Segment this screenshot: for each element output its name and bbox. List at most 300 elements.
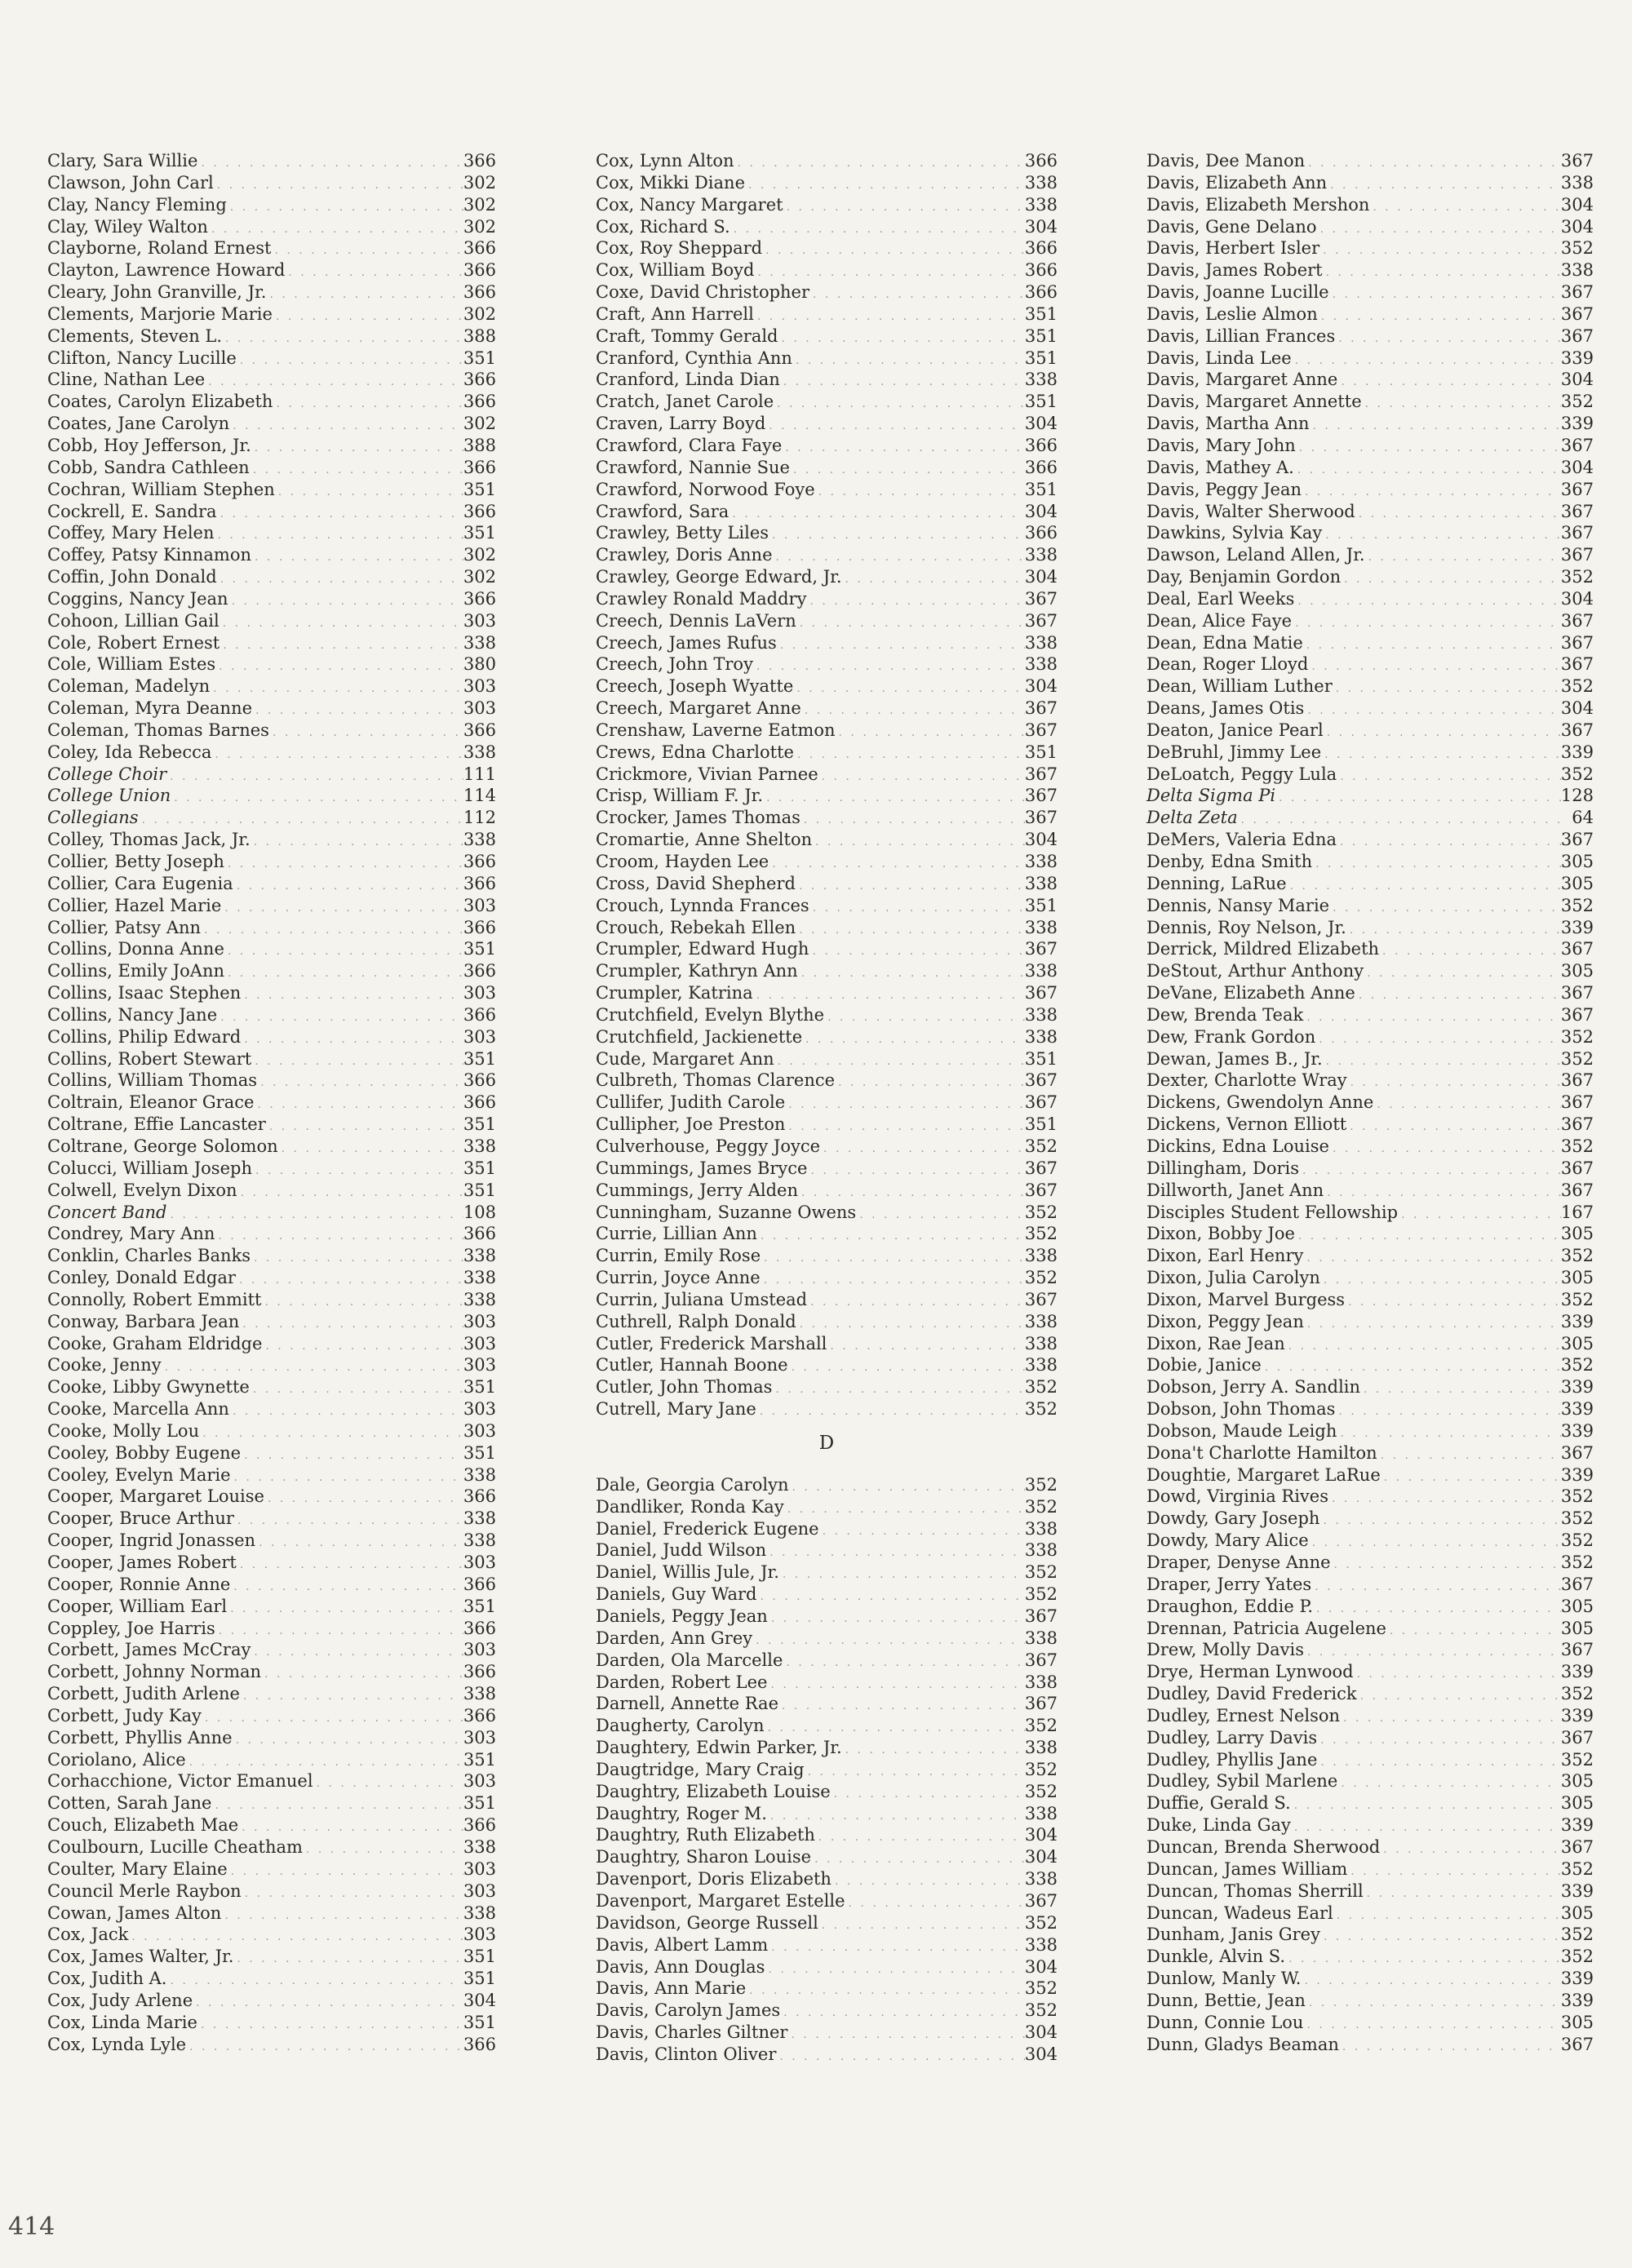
- entry-name: Daughtry, Roger M.: [596, 1803, 767, 1823]
- index-entry: [47, 938, 496, 960]
- entry-page-number: 305: [1560, 1224, 1594, 1244]
- entry-page-number: 367: [1024, 1606, 1058, 1626]
- entry-name: Cummings, Jerry Alden: [596, 1180, 798, 1200]
- entry-name: Dowdy, Mary Alice: [1146, 1530, 1309, 1551]
- index-entry: [47, 1180, 496, 1202]
- index-entry: [596, 150, 1058, 172]
- entry-page-number: 338: [463, 1903, 496, 1923]
- entry-name: Coltrane, George Solomon: [47, 1136, 278, 1156]
- index-entry: [47, 1596, 496, 1618]
- index-entry: [1146, 1814, 1594, 1836]
- entry-name: Dixon, Julia Carolyn: [1146, 1268, 1320, 1288]
- entry-name: Collins, Emily JoAnn: [47, 961, 225, 981]
- entry-name: Cole, William Estes: [47, 654, 216, 675]
- leader-dots: [250, 459, 463, 481]
- entry-name: Dunn, Connie Lou: [1146, 2012, 1304, 2032]
- entry-name: Croom, Hayden Lee: [596, 852, 769, 871]
- entry-page-number: 338: [463, 1136, 496, 1156]
- entry-name: Davenport, Margaret Estelle: [596, 1890, 845, 1911]
- entry-name: Davis, Ann Douglas: [596, 1956, 765, 1977]
- entry-page-number: 366: [463, 588, 496, 609]
- index-entry: [1146, 1158, 1594, 1180]
- leader-dots: [205, 371, 463, 393]
- entry-name: Clifton, Nancy Lucille: [47, 348, 237, 368]
- entry-page-number: 366: [463, 370, 496, 390]
- entry-name: Coulbourn, Lucille Cheatham: [47, 1836, 303, 1857]
- leader-dots: [792, 350, 1025, 372]
- index-entry: [596, 501, 1058, 523]
- index-entry: [1146, 1420, 1594, 1442]
- entry-page-number: 352: [1024, 1716, 1058, 1736]
- entry-page-number: 338: [1024, 370, 1058, 390]
- leader-dots: [796, 875, 1025, 897]
- entry-page-number: 367: [1560, 545, 1594, 565]
- entry-name: Craft, Tommy Gerald: [596, 326, 778, 346]
- entry-page-number: 367: [1560, 435, 1594, 455]
- index-entry: [596, 895, 1058, 917]
- entry-name: Cude, Margaret Ann: [596, 1048, 774, 1069]
- entry-page-number: 338: [1024, 194, 1058, 215]
- entry-page-number: 352: [1024, 1399, 1058, 1420]
- leader-dots: [1317, 1752, 1561, 1774]
- index-entry: [47, 1770, 496, 1792]
- index-column-2: [596, 150, 1058, 2066]
- entry-name: Crawford, Norwood Foye: [596, 479, 815, 499]
- index-entry: [1146, 938, 1594, 960]
- leader-dots: [210, 678, 463, 700]
- index-entry: [596, 1202, 1058, 1224]
- entry-name: Cole, Robert Ernest: [47, 632, 220, 653]
- leader-dots: [856, 1204, 1025, 1226]
- entry-name: Coulter, Mary Elaine: [47, 1858, 228, 1879]
- index-entry: [47, 1420, 496, 1442]
- entry-name: Davis, Walter Sherwood: [1146, 501, 1355, 521]
- entry-page-number: 352: [1560, 1925, 1594, 1945]
- index-entry: [1146, 895, 1594, 917]
- leader-dots: [1308, 656, 1561, 678]
- entry-name: Cobb, Hoy Jefferson, Jr.: [47, 435, 251, 455]
- entry-page-number: 388: [463, 435, 496, 455]
- leader-dots: [783, 1652, 1025, 1674]
- entry-page-number: 304: [1024, 2044, 1058, 2064]
- leader-dots: [1322, 525, 1561, 547]
- leader-dots: [1333, 1905, 1561, 1927]
- leader-dots: [1328, 1488, 1561, 1510]
- leader-dots: [818, 1915, 1025, 1937]
- entry-page-number: 302: [463, 216, 496, 237]
- entry-name: Cooper, Bruce Arthur: [47, 1508, 234, 1529]
- index-entry: [47, 588, 496, 610]
- entry-page-number: 352: [1560, 238, 1594, 259]
- entry-page-number: 352: [1024, 1562, 1058, 1583]
- entry-page-number: 303: [463, 1771, 496, 1792]
- entry-name: Crocker, James Thomas: [596, 808, 800, 828]
- entry-name: Creech, James Rufus: [596, 632, 777, 653]
- entry-page-number: 352: [1024, 1136, 1058, 1156]
- leader-dots: [240, 1685, 463, 1708]
- index-column-3: [1146, 150, 1594, 2055]
- leader-dots: [806, 591, 1024, 613]
- entry-name: Cox, Linda Marie: [47, 2012, 197, 2032]
- entry-page-number: 304: [1024, 1956, 1058, 1977]
- leader-dots: [237, 350, 463, 372]
- entry-name: Crawley, George Edward, Jr.: [596, 567, 842, 587]
- entry-name: Currin, Emily Rose: [596, 1246, 761, 1266]
- entry-name: Cox, Roy Sheppard: [596, 238, 763, 259]
- leader-dots: [220, 635, 463, 657]
- entry-name: Drye, Herman Lynwood: [1146, 1662, 1354, 1682]
- entry-page-number: 339: [1560, 917, 1594, 937]
- entry-page-number: 352: [1024, 1377, 1058, 1398]
- entry-page-number: 367: [1024, 698, 1058, 719]
- index-entry: [596, 807, 1058, 829]
- entry-name: Dandliker, Ronda Kay: [596, 1496, 784, 1517]
- entry-name: Dean, Edna Matie: [1146, 632, 1303, 653]
- entry-page-number: 366: [463, 392, 496, 412]
- entry-page-number: 367: [1024, 1180, 1058, 1200]
- entry-name: Davis, Joanne Lucille: [1146, 282, 1329, 303]
- entry-page-number: 108: [463, 1202, 496, 1222]
- leader-dots: [729, 503, 1025, 525]
- entry-name: Darden, Robert Lee: [596, 1672, 768, 1692]
- entry-page-number: 366: [463, 457, 496, 477]
- index-entry: [596, 676, 1058, 698]
- entry-name: Colucci, William Joseph: [47, 1158, 252, 1178]
- entry-page-number: 304: [1024, 676, 1058, 697]
- entry-name: Duncan, Wadeus Earl: [1146, 1903, 1333, 1923]
- entry-name: Clayton, Lawrence Howard: [47, 260, 286, 281]
- entry-page-number: 366: [463, 1004, 496, 1025]
- entry-name: Davis, Mathey A.: [1146, 457, 1294, 477]
- entry-name: Davis, James Robert: [1146, 260, 1323, 281]
- leader-dots: [273, 306, 463, 328]
- leader-dots: [798, 1182, 1025, 1204]
- leader-dots: [1317, 219, 1561, 241]
- entry-page-number: 303: [463, 1553, 496, 1572]
- entry-page-number: 366: [1024, 523, 1058, 543]
- entry-page-number: 367: [1024, 764, 1058, 784]
- leader-dots: [776, 2046, 1025, 2068]
- leader-dots: [1275, 787, 1561, 809]
- entry-page-number: 352: [1024, 2000, 1058, 2021]
- entry-name: DeLoatch, Peggy Lula: [1146, 764, 1337, 784]
- leader-dots: [1347, 1072, 1561, 1094]
- leader-dots: [800, 809, 1025, 831]
- entry-page-number: 303: [463, 698, 496, 719]
- entry-name: Draper, Denyse Anne: [1146, 1553, 1331, 1572]
- index-entry: [47, 2034, 496, 2056]
- leader-dots: [788, 1357, 1025, 1379]
- index-entry: [1146, 1574, 1594, 1596]
- entry-page-number: 367: [1560, 939, 1594, 959]
- entry-name: Dunkle, Alvin S.: [1146, 1947, 1286, 1967]
- entry-name: Davis, Carolyn James: [596, 2000, 781, 2021]
- leader-dots: [251, 1247, 463, 1269]
- entry-name: Cummings, James Bryce: [596, 1158, 808, 1178]
- entry-page-number: 352: [1560, 1136, 1594, 1156]
- leader-dots: [1311, 1576, 1561, 1598]
- entry-page-number: 338: [1024, 654, 1058, 675]
- leader-dots: [768, 1937, 1025, 1959]
- leader-dots: [774, 393, 1025, 415]
- entry-name: Collegians: [47, 808, 139, 828]
- entry-page-number: 64: [1572, 808, 1594, 828]
- entry-name: Craven, Larry Boyd: [596, 414, 766, 434]
- index-entry: [1146, 2034, 1594, 2056]
- index-entry: [47, 610, 496, 632]
- entry-name: Dixon, Peggy Jean: [1146, 1311, 1304, 1331]
- entry-name: Daughtry, Elizabeth Louise: [596, 1781, 831, 1801]
- leader-dots: [1347, 1861, 1561, 1883]
- leader-dots: [234, 1510, 463, 1532]
- entry-page-number: 338: [1024, 1311, 1058, 1331]
- leader-dots: [767, 1805, 1025, 1827]
- index-entry: [596, 610, 1058, 632]
- entry-page-number: 367: [1560, 1640, 1594, 1660]
- index-entry: [1146, 1180, 1594, 1202]
- entry-page-number: 367: [1560, 501, 1594, 521]
- entry-page-number: 339: [1560, 1420, 1594, 1441]
- index-entry: [596, 1496, 1058, 1518]
- index-entry: [596, 1114, 1058, 1136]
- index-entry: [47, 1376, 496, 1398]
- entry-name: Council Merle Raybon: [47, 1880, 242, 1901]
- entry-name: Cooley, Bobby Eugene: [47, 1442, 242, 1463]
- entry-name: Clayborne, Roland Ernest: [47, 238, 272, 259]
- leader-dots: [197, 2014, 463, 2036]
- leader-dots: [774, 1051, 1025, 1073]
- entry-name: Cuthrell, Ralph Donald: [596, 1311, 796, 1331]
- index-entry: [596, 1672, 1058, 1694]
- leader-dots: [1333, 678, 1561, 700]
- index-entry: [1146, 1376, 1594, 1398]
- index-entry: [596, 917, 1058, 939]
- leader-dots: [230, 1576, 463, 1598]
- entry-name: Deans, James Otis: [1146, 698, 1305, 719]
- index-entry: [1146, 785, 1594, 807]
- leader-dots: [794, 744, 1025, 766]
- entry-page-number: 352: [1024, 1912, 1058, 1933]
- index-entry: [596, 698, 1058, 720]
- entry-page-number: 112: [463, 808, 496, 828]
- leader-dots: [1303, 1007, 1561, 1029]
- index-entry: [596, 1026, 1058, 1048]
- leader-dots: [224, 941, 463, 963]
- entry-name: Coltrane, Effie Lancaster: [47, 1114, 266, 1135]
- index-entry: [47, 1683, 496, 1705]
- entry-name: Culbreth, Thomas Clarence: [596, 1070, 836, 1091]
- leader-dots: [762, 240, 1025, 262]
- entry-page-number: 167: [1560, 1202, 1594, 1222]
- leader-dots: [1340, 1708, 1561, 1730]
- leader-dots: [778, 1695, 1025, 1717]
- index-entry: [596, 720, 1058, 742]
- entry-page-number: 303: [463, 1727, 496, 1748]
- leader-dots: [1287, 875, 1561, 897]
- index-entry: [596, 1606, 1058, 1628]
- index-entry: [596, 435, 1058, 457]
- entry-page-number: 352: [1024, 1496, 1058, 1517]
- entry-page-number: 305: [1560, 1268, 1594, 1288]
- leader-dots: [227, 197, 463, 219]
- index-entry: [596, 1715, 1058, 1737]
- index-entry: [596, 1136, 1058, 1158]
- index-entry: [1146, 1092, 1594, 1114]
- index-entry: [596, 544, 1058, 566]
- index-entry: [1146, 851, 1594, 873]
- leader-dots: [229, 1401, 463, 1423]
- entry-name: Cox, Mikki Diane: [596, 172, 745, 193]
- entry-name: Conway, Barbara Jean: [47, 1311, 240, 1331]
- entry-page-number: 388: [463, 326, 496, 346]
- entry-page-number: 304: [1024, 1825, 1058, 1845]
- entry-page-number: 338: [1024, 852, 1058, 871]
- leader-dots: [1345, 1291, 1561, 1313]
- index-entry: [47, 1004, 496, 1026]
- entry-name: Dixon, Bobby Joe: [1146, 1224, 1295, 1244]
- leader-dots: [784, 1499, 1025, 1521]
- entry-name: Dudley, David Frederick: [1146, 1684, 1357, 1704]
- leader-dots: [252, 700, 463, 722]
- index-entry: [596, 194, 1058, 216]
- entry-page-number: 305: [1560, 1596, 1594, 1616]
- entry-page-number: 351: [463, 523, 496, 543]
- entry-page-number: 351: [463, 1749, 496, 1770]
- entry-name: Clawson, John Carl: [47, 172, 214, 193]
- entry-name: Corhacchione, Victor Emanuel: [47, 1771, 313, 1792]
- entry-page-number: 352: [1560, 1947, 1594, 1967]
- leader-dots: [1320, 1269, 1561, 1291]
- index-entry: [47, 1136, 496, 1158]
- index-entry: [596, 1245, 1058, 1267]
- entry-name: DeVane, Elizabeth Anne: [1146, 983, 1355, 1003]
- entry-page-number: 366: [463, 873, 496, 893]
- entry-page-number: 367: [1560, 1442, 1594, 1463]
- index-entry: [1146, 1136, 1594, 1158]
- entry-page-number: 305: [1560, 2012, 1594, 2032]
- index-entry: [596, 391, 1058, 413]
- leader-dots: [1299, 1160, 1561, 1182]
- index-entry: [596, 1693, 1058, 1715]
- entry-page-number: 367: [1560, 983, 1594, 1003]
- entry-page-number: 351: [463, 1793, 496, 1814]
- index-entry: [47, 1990, 496, 2012]
- index-entry: [1146, 237, 1594, 259]
- leader-dots: [241, 1445, 463, 1467]
- entry-name: Dixon, Earl Henry: [1146, 1246, 1304, 1266]
- entry-page-number: 367: [1024, 1092, 1058, 1113]
- index-entry: [47, 1946, 496, 1968]
- entry-page-number: 352: [1560, 895, 1594, 915]
- index-entry: [596, 632, 1058, 654]
- leader-dots: [767, 1674, 1024, 1696]
- entry-page-number: 367: [1560, 654, 1594, 675]
- entry-page-number: 303: [463, 1311, 496, 1331]
- entry-name: Corbett, Judy Kay: [47, 1705, 202, 1725]
- entry-page-number: 366: [463, 260, 496, 281]
- index-entry: [1146, 1705, 1594, 1727]
- entry-name: Crews, Edna Charlotte: [596, 742, 794, 762]
- entry-page-number: 351: [1024, 1048, 1058, 1069]
- index-entry: [596, 1333, 1058, 1355]
- index-entry: [1146, 1070, 1594, 1092]
- leader-dots: [1327, 175, 1561, 197]
- entry-page-number: 352: [1024, 1759, 1058, 1779]
- entry-page-number: 304: [1560, 457, 1594, 477]
- entry-name: Clay, Wiley Walton: [47, 216, 208, 237]
- entry-name: Dickins, Edna Louise: [1146, 1136, 1329, 1156]
- index-entry: [596, 1474, 1058, 1496]
- index-entry: [596, 1956, 1058, 1978]
- index-entry: [596, 1376, 1058, 1398]
- entry-name: Concert Band: [47, 1202, 167, 1222]
- entry-name: Cox, Jack: [47, 1925, 129, 1945]
- leader-dots: [215, 656, 463, 678]
- leader-dots: [162, 1357, 463, 1379]
- index-entry: [596, 2022, 1058, 2044]
- leader-dots: [765, 1959, 1024, 1981]
- index-entry: [596, 413, 1058, 435]
- index-entry: [1146, 457, 1594, 479]
- index-entry: [596, 785, 1058, 807]
- leader-dots: [1292, 613, 1561, 635]
- entry-page-number: 305: [1560, 1771, 1594, 1792]
- leader-dots: [262, 1336, 463, 1358]
- leader-dots: [217, 569, 463, 591]
- leader-dots: [1313, 1598, 1561, 1620]
- leader-dots: [1315, 1029, 1561, 1051]
- entry-page-number: 303: [463, 1858, 496, 1879]
- index-entry: [47, 391, 496, 413]
- entry-page-number: 352: [1024, 1224, 1058, 1244]
- entry-name: Cullipher, Joe Preston: [596, 1114, 786, 1135]
- leader-dots: [778, 328, 1025, 350]
- leader-dots: [171, 787, 463, 809]
- entry-name: Coates, Jane Carolyn: [47, 414, 230, 434]
- index-entry: [47, 413, 496, 435]
- entry-name: Cockrell, E. Sandra: [47, 501, 217, 521]
- entry-name: Duffie, Gerald S.: [1146, 1793, 1291, 1814]
- index-entry: [1146, 1924, 1594, 1946]
- leader-dots: [1329, 284, 1561, 306]
- entry-name: Coley, Ida Rebecca: [47, 742, 212, 762]
- entry-page-number: 352: [1024, 1268, 1058, 1288]
- leader-dots: [215, 525, 463, 547]
- index-entry: [47, 1398, 496, 1420]
- index-entry: [47, 1574, 496, 1596]
- entry-name: Cooper, Ronnie Anne: [47, 1574, 231, 1594]
- entry-page-number: 367: [1024, 1289, 1058, 1309]
- entry-page-number: 352: [1560, 567, 1594, 587]
- index-entry: [1146, 413, 1594, 435]
- index-entry: [47, 1924, 496, 1946]
- index-entry: [47, 522, 496, 544]
- index-entry: [47, 1880, 496, 1903]
- entry-page-number: 351: [463, 1969, 496, 1989]
- leader-dots: [807, 1291, 1025, 1313]
- leader-dots: [1398, 1204, 1561, 1226]
- index-column-1: [47, 150, 496, 2055]
- leader-dots: [819, 1521, 1025, 1543]
- entry-name: Dillworth, Janet Ann: [1146, 1180, 1324, 1200]
- entry-page-number: 352: [1560, 1048, 1594, 1069]
- index-entry: [596, 1289, 1058, 1311]
- entry-page-number: 366: [463, 501, 496, 521]
- entry-page-number: 303: [463, 1880, 496, 1901]
- index-entry: [1146, 1442, 1594, 1464]
- entry-page-number: 351: [1024, 479, 1058, 499]
- entry-page-number: 303: [463, 610, 496, 631]
